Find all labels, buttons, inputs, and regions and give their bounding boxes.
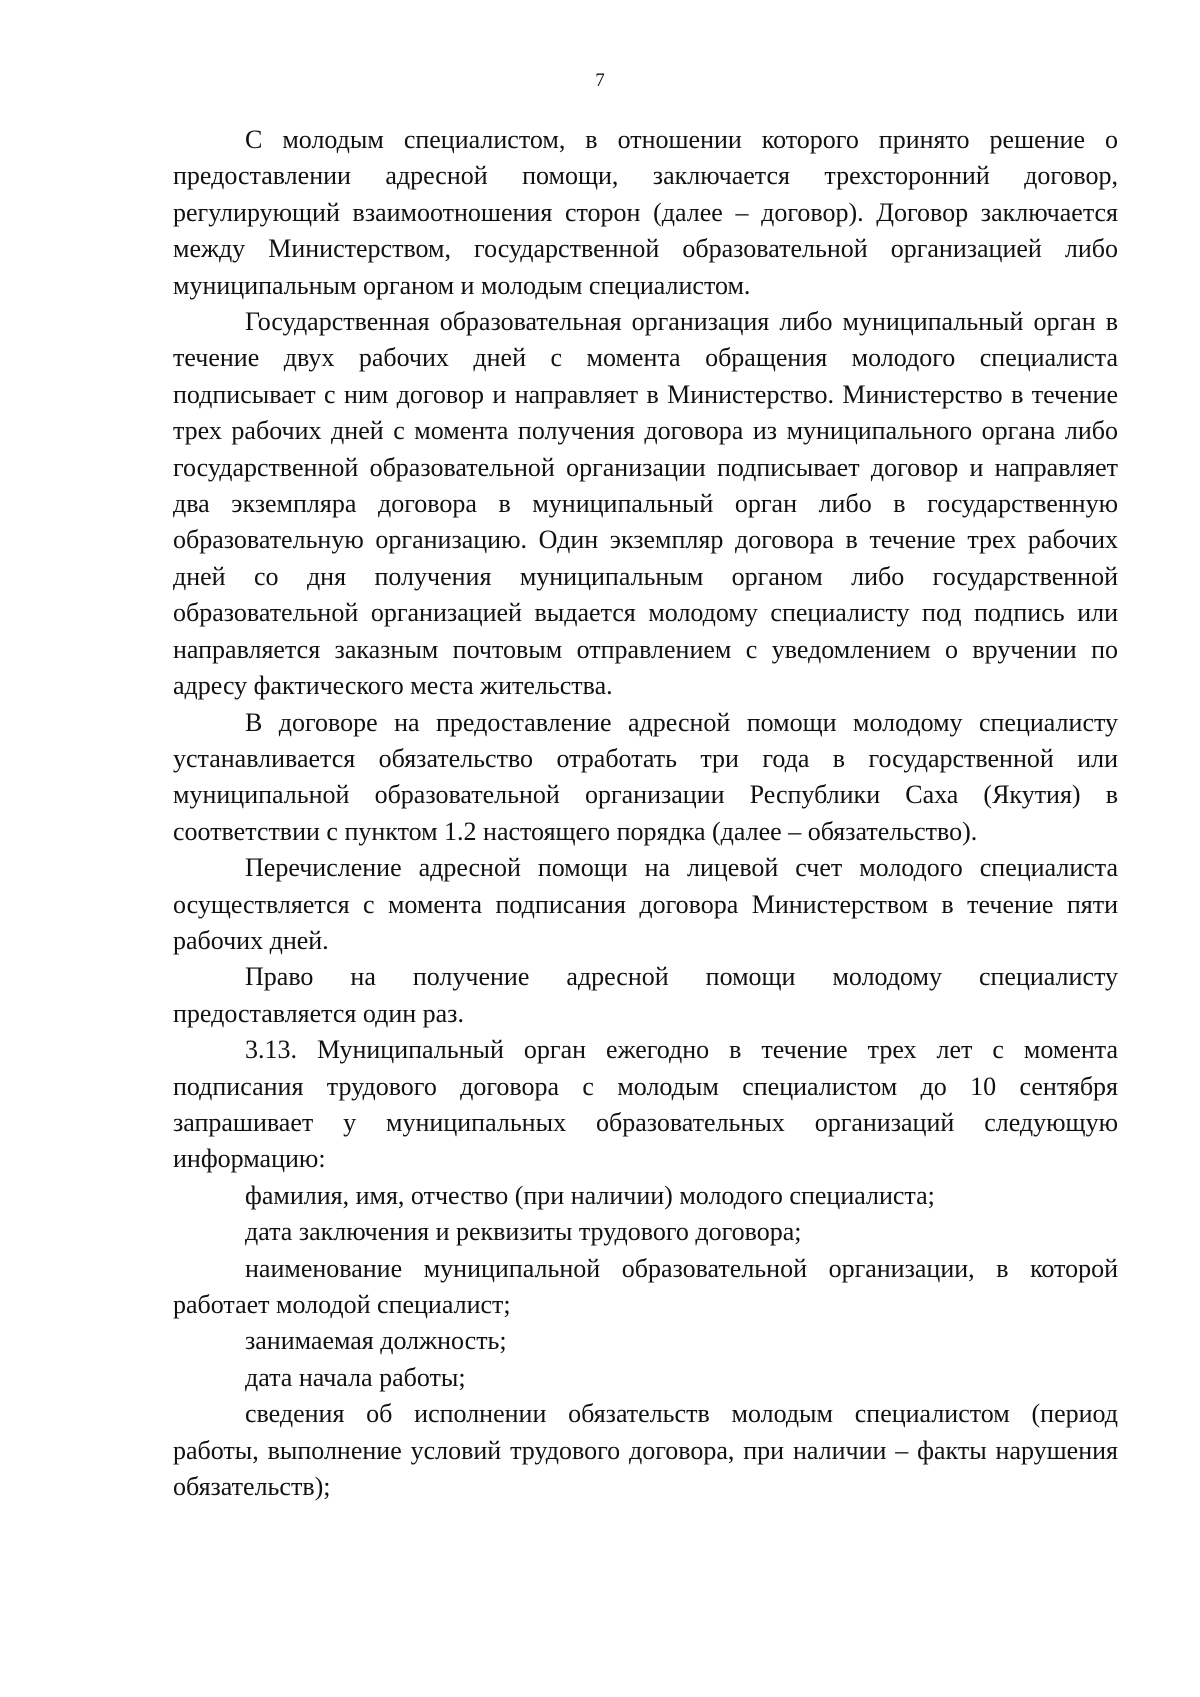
page-number: 7 [595, 70, 605, 91]
paragraph-payment-transfer: Перечисление адресной помощи на лицевой счет молодого специалиста осуществляется с момента подписания договора Министерством в течение пяти рабочих дней. [173, 853, 1118, 955]
list-item-obligation-info: сведения об исполнении обязательств молодым специалистом (период работы, выполнение условий трудового договора, при наличии – факты нарушения обязательств); [173, 1399, 1118, 1502]
document-body [173, 122, 1118, 1505]
list-item-organization-name: наименование муниципальной образовательной организации, в которой работает молодой специалист; [173, 1253, 1118, 1319]
list-item-start-date: дата начала работы; [245, 1362, 466, 1392]
paragraph-clause-3-13: 3.13. Муниципальный орган ежегодно в течение трех лет с момента подписания трудового договора с молодым специалистом до 10 сентября запрашивает у муниципальных образовательных организаций следующую информацию: [173, 1035, 1118, 1174]
paragraph-contract-conclusion: С молодым специалистом, в отношении которого принято решение о предоставлении адресной помощи, заключается трехсторонний договор, регулирующий взаимоотношения сторон (далее – договор). Договор заключается между Министерством, государственной образовательной организацией либо муниципальным органом и молодым специалистом. [173, 125, 1118, 300]
paragraph-contract-signing: Государственная образовательная организация либо муниципальный орган в течение двух рабочих дней с момента обращения молодого специалиста подписывает с ним договор и направляет в Министерство. Министерство в течение трех рабочих дней с момента получения договора из муниципального органа либо государственной образовательной организации подписывает договор и направляет два экземпляра договора в муниципальный орган либо в государственную образовательную организацию. Один экземпляр договора в течение трех рабочих дней со дня получения муниципальным органом либо государственной образовательной организацией выдается молодому специалисту под подпись или направляется заказным почтовым отправлением с уведомлением о вручении по адресу фактического места жительства. [173, 307, 1118, 701]
list-item-full-name: фамилия, имя, отчество (при наличии) молодого специалиста; [245, 1180, 935, 1210]
list-item-position: занимаемая должность; [245, 1326, 507, 1356]
paragraph-one-time-right: Право на получение адресной помощи молодому специалисту предоставляется один раз. [173, 962, 1118, 1028]
list-item-contract-date: дата заключения и реквизиты трудового договора; [245, 1217, 802, 1247]
paragraph-work-obligation: В договоре на предоставление адресной помощи молодому специалисту устанавливается обязательство отработать три года в государственной или муниципальной образовательной организации Республики Саха (Якутия) в соответствии с пунктом 1.2 настоящего порядка (далее – обязательство). [173, 707, 1118, 846]
